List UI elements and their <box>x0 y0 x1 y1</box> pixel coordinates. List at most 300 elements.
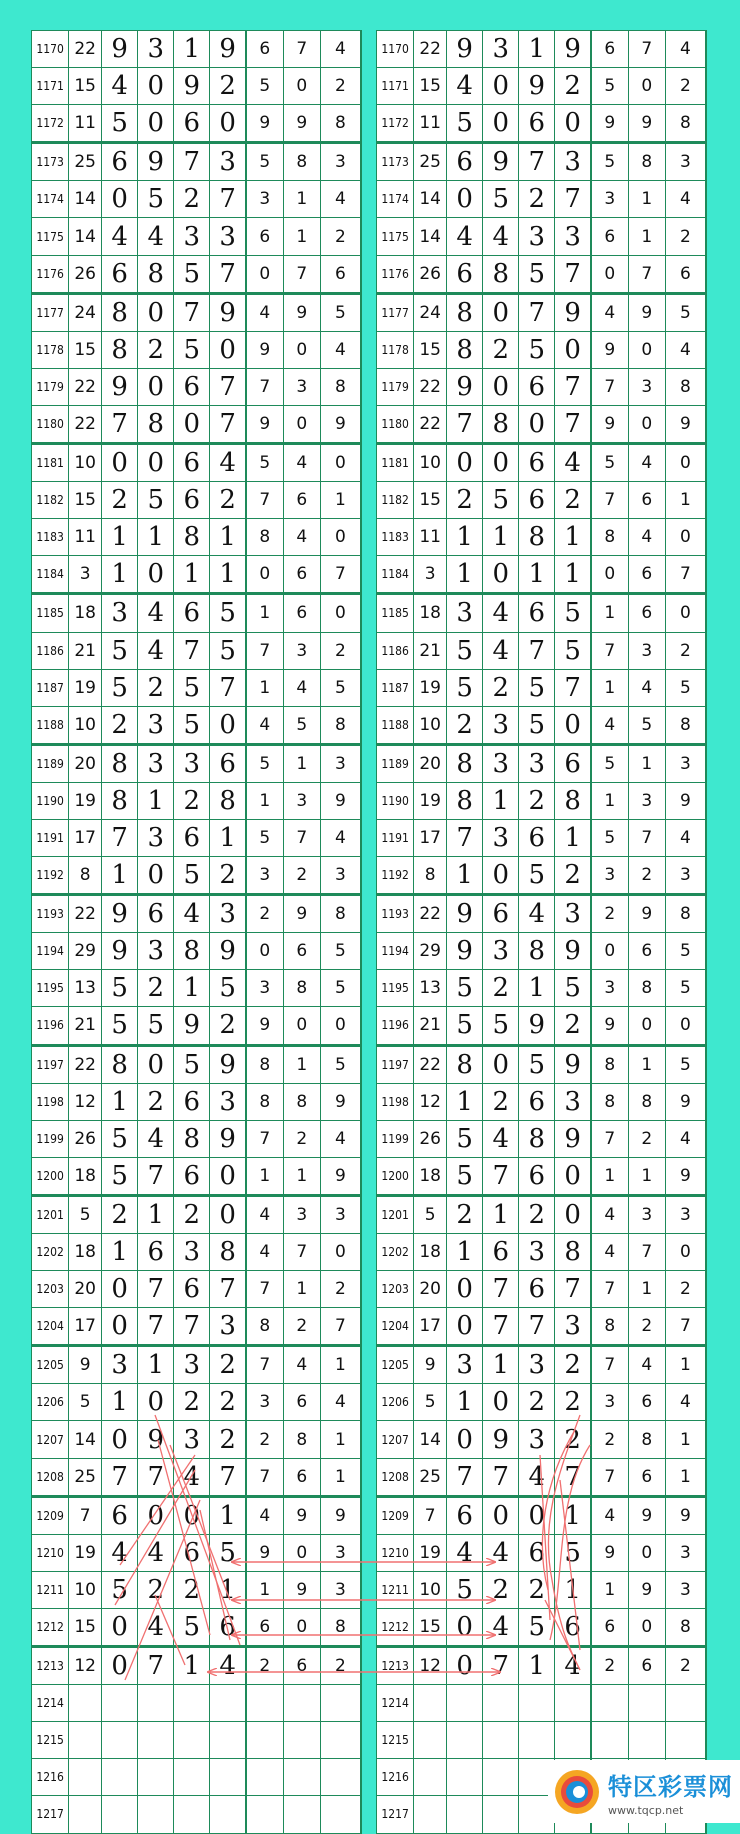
digit-cell: 9 <box>283 895 320 933</box>
digit-cell <box>665 1685 706 1722</box>
digit-cell: 6 <box>519 1271 555 1308</box>
digit-cell: 1 <box>320 1346 361 1384</box>
digit-cell: 8 <box>210 782 246 819</box>
digit-cell: 2 <box>102 1195 138 1233</box>
digit-cell: 3 <box>246 181 283 218</box>
digit-cell: 2 <box>210 1384 246 1421</box>
digit-cell: 8 <box>283 143 320 181</box>
table-row <box>32 632 362 669</box>
digit-cell <box>174 1722 210 1759</box>
sum-cell: 10 <box>414 1571 447 1608</box>
digit-cell: 1 <box>210 1496 246 1534</box>
table-row <box>377 1384 707 1421</box>
digit-cell: 4 <box>628 444 665 482</box>
issue-number-cell: 1192 <box>32 857 69 895</box>
digit-cell: 2 <box>447 1195 483 1233</box>
digit-cell: 5 <box>519 669 555 706</box>
digit-cell: 4 <box>210 444 246 482</box>
digit-cell: 2 <box>591 1421 628 1458</box>
digit-cell: 1 <box>519 970 555 1007</box>
digit-cell: 1 <box>138 1195 174 1233</box>
digit-cell: 2 <box>210 68 246 105</box>
digit-cell: 0 <box>628 1007 665 1045</box>
digit-cell: 2 <box>320 1647 361 1685</box>
digit-cell: 4 <box>210 1647 246 1685</box>
digit-cell: 4 <box>483 1120 519 1157</box>
digit-cell: 3 <box>519 1234 555 1271</box>
digit-cell: 9 <box>320 1496 361 1534</box>
digit-cell: 1 <box>447 857 483 895</box>
issue-number-cell: 1189 <box>32 744 69 782</box>
digit-cell: 1 <box>628 181 665 218</box>
sum-cell: 15 <box>414 331 447 368</box>
digit-cell: 6 <box>102 143 138 181</box>
digit-cell: 8 <box>555 782 591 819</box>
table-row <box>377 1647 707 1685</box>
digit-cell <box>447 1759 483 1796</box>
sum-cell: 5 <box>414 1384 447 1421</box>
issue-number-cell: 1199 <box>377 1120 414 1157</box>
digit-cell: 0 <box>483 68 519 105</box>
sum-cell: 15 <box>69 331 102 368</box>
digit-cell: 1 <box>102 556 138 594</box>
digit-cell: 5 <box>483 181 519 218</box>
digit-cell: 1 <box>138 519 174 556</box>
digit-cell: 6 <box>447 1496 483 1534</box>
site-watermark <box>548 1760 740 1823</box>
digit-cell: 8 <box>102 744 138 782</box>
digit-cell: 0 <box>483 1496 519 1534</box>
digit-cell: 8 <box>519 519 555 556</box>
digit-cell: 3 <box>591 1384 628 1421</box>
digit-cell: 0 <box>447 1308 483 1346</box>
sum-cell: 18 <box>414 1157 447 1195</box>
table-row <box>32 1608 362 1646</box>
digit-cell: 7 <box>555 1271 591 1308</box>
digit-cell: 8 <box>320 1608 361 1646</box>
issue-number-cell: 1186 <box>377 632 414 669</box>
digit-cell: 1 <box>483 782 519 819</box>
digit-cell: 7 <box>555 405 591 443</box>
digit-cell <box>519 1685 555 1722</box>
digit-cell <box>628 1685 665 1722</box>
table-row <box>32 857 362 895</box>
digit-cell: 1 <box>591 782 628 819</box>
table-row <box>32 1120 362 1157</box>
sum-cell: 15 <box>414 1608 447 1646</box>
issue-number-cell: 1191 <box>32 819 69 856</box>
digit-cell: 1 <box>519 556 555 594</box>
digit-cell: 3 <box>628 632 665 669</box>
issue-number-cell: 1216 <box>377 1759 414 1796</box>
digit-cell: 2 <box>210 482 246 519</box>
digit-cell: 6 <box>283 1384 320 1421</box>
sum-cell: 22 <box>69 368 102 405</box>
digit-cell: 5 <box>483 1007 519 1045</box>
digit-cell <box>210 1759 246 1796</box>
digit-cell <box>320 1685 361 1722</box>
digit-cell: 1 <box>591 1157 628 1195</box>
digit-cell: 4 <box>138 632 174 669</box>
digit-cell: 4 <box>555 1647 591 1685</box>
digit-cell: 7 <box>555 181 591 218</box>
issue-number-cell: 1182 <box>377 482 414 519</box>
issue-number-cell: 1200 <box>32 1157 69 1195</box>
issue-number-cell: 1190 <box>32 782 69 819</box>
digit-cell <box>628 1722 665 1759</box>
issue-number-cell: 1205 <box>377 1346 414 1384</box>
digit-cell: 3 <box>138 744 174 782</box>
digit-cell: 9 <box>628 895 665 933</box>
sum-cell: 7 <box>69 1496 102 1534</box>
table-row <box>377 444 707 482</box>
digit-cell <box>519 1722 555 1759</box>
issue-number-cell: 1171 <box>32 68 69 105</box>
digit-cell: 9 <box>174 1007 210 1045</box>
digit-cell: 5 <box>174 1045 210 1083</box>
sum-cell: 17 <box>414 1308 447 1346</box>
digit-cell: 7 <box>210 669 246 706</box>
digit-cell: 8 <box>174 1120 210 1157</box>
digit-cell: 3 <box>210 143 246 181</box>
sum-cell: 18 <box>69 1234 102 1271</box>
digit-cell: 2 <box>628 1308 665 1346</box>
digit-cell: 9 <box>555 933 591 970</box>
table-row <box>377 1496 707 1534</box>
digit-cell: 4 <box>483 632 519 669</box>
table-row <box>32 744 362 782</box>
digit-cell: 7 <box>246 482 283 519</box>
table-row <box>377 669 707 706</box>
digit-cell <box>210 1796 246 1833</box>
digit-cell: 4 <box>320 1384 361 1421</box>
table-row <box>377 1083 707 1120</box>
table-row <box>377 405 707 443</box>
digit-cell: 0 <box>447 1647 483 1685</box>
digit-cell: 4 <box>102 1534 138 1571</box>
issue-number-cell: 1197 <box>377 1045 414 1083</box>
digit-cell <box>483 1796 519 1833</box>
digit-cell: 3 <box>665 857 706 895</box>
digit-cell: 4 <box>320 819 361 856</box>
table-row <box>32 1571 362 1608</box>
digit-cell: 4 <box>138 1534 174 1571</box>
digit-cell: 4 <box>283 444 320 482</box>
issue-number-cell: 1176 <box>32 255 69 293</box>
digit-cell: 4 <box>138 1120 174 1157</box>
digit-cell: 6 <box>591 1608 628 1646</box>
table-row <box>377 1534 707 1571</box>
digit-cell <box>138 1759 174 1796</box>
digit-cell: 6 <box>246 31 283 68</box>
digit-cell: 3 <box>591 857 628 895</box>
issue-number-cell: 1198 <box>377 1083 414 1120</box>
table-row <box>377 970 707 1007</box>
digit-cell: 6 <box>519 444 555 482</box>
digit-cell: 9 <box>447 31 483 68</box>
digit-cell: 1 <box>320 482 361 519</box>
issue-number-cell: 1180 <box>377 405 414 443</box>
digit-cell: 5 <box>174 255 210 293</box>
digit-cell: 7 <box>246 368 283 405</box>
digit-cell: 4 <box>174 895 210 933</box>
digit-cell: 7 <box>174 632 210 669</box>
digit-cell: 5 <box>138 482 174 519</box>
digit-cell: 0 <box>210 1195 246 1233</box>
digit-cell: 8 <box>665 1608 706 1646</box>
digit-cell: 1 <box>665 1346 706 1384</box>
issue-number-cell: 1200 <box>377 1157 414 1195</box>
digit-cell: 3 <box>138 933 174 970</box>
table-row <box>377 857 707 895</box>
digit-cell: 7 <box>174 1308 210 1346</box>
table-row <box>32 444 362 482</box>
digit-cell: 4 <box>320 331 361 368</box>
issue-number-cell: 1198 <box>32 1083 69 1120</box>
digit-cell: 6 <box>138 895 174 933</box>
digit-cell: 8 <box>665 105 706 143</box>
digit-cell: 0 <box>483 1384 519 1421</box>
issue-number-cell: 1176 <box>377 255 414 293</box>
digit-cell: 0 <box>483 857 519 895</box>
table-row <box>32 331 362 368</box>
digit-cell: 6 <box>519 819 555 856</box>
digit-cell: 9 <box>102 933 138 970</box>
sum-cell: 26 <box>414 1120 447 1157</box>
digit-cell: 9 <box>138 1421 174 1458</box>
issue-number-cell: 1180 <box>32 405 69 443</box>
issue-number-cell: 1196 <box>377 1007 414 1045</box>
digit-cell: 7 <box>519 143 555 181</box>
digit-cell: 6 <box>591 218 628 255</box>
watermark-site-url: www.tqcp.net <box>608 1803 684 1817</box>
digit-cell: 5 <box>591 68 628 105</box>
digit-cell: 5 <box>246 819 283 856</box>
digit-cell <box>283 1722 320 1759</box>
issue-number-cell: 1174 <box>32 181 69 218</box>
digit-cell: 2 <box>555 1421 591 1458</box>
digit-cell: 6 <box>283 1647 320 1685</box>
digit-cell: 6 <box>628 933 665 970</box>
sum-cell: 10 <box>69 1571 102 1608</box>
sum-cell: 22 <box>69 405 102 443</box>
digit-cell: 5 <box>665 669 706 706</box>
issue-number-cell: 1206 <box>32 1384 69 1421</box>
sum-cell: 20 <box>69 1271 102 1308</box>
digit-cell: 0 <box>628 1534 665 1571</box>
digit-cell: 9 <box>246 405 283 443</box>
digit-cell: 0 <box>665 1007 706 1045</box>
issue-number-cell: 1210 <box>32 1534 69 1571</box>
digit-cell: 6 <box>174 105 210 143</box>
sum-cell: 9 <box>69 1346 102 1384</box>
digit-cell: 5 <box>174 706 210 744</box>
table-row <box>32 933 362 970</box>
digit-cell: 0 <box>628 331 665 368</box>
digit-cell: 2 <box>483 970 519 1007</box>
digit-cell: 8 <box>555 1234 591 1271</box>
table-row <box>377 1608 707 1646</box>
digit-cell: 0 <box>138 293 174 331</box>
digit-cell: 3 <box>138 31 174 68</box>
digit-cell: 3 <box>174 1346 210 1384</box>
digit-cell: 1 <box>447 1083 483 1120</box>
sum-cell <box>69 1796 102 1833</box>
digit-cell: 7 <box>210 255 246 293</box>
digit-cell: 8 <box>246 519 283 556</box>
digit-cell: 4 <box>665 1120 706 1157</box>
digit-cell: 2 <box>483 1083 519 1120</box>
table-row <box>377 68 707 105</box>
digit-cell: 1 <box>246 1157 283 1195</box>
digit-cell: 0 <box>283 1608 320 1646</box>
digit-cell: 9 <box>628 1571 665 1608</box>
table-row <box>377 331 707 368</box>
table-row <box>377 1685 707 1722</box>
digit-cell <box>246 1722 283 1759</box>
digit-cell: 2 <box>102 706 138 744</box>
table-row <box>32 895 362 933</box>
digit-cell: 7 <box>246 632 283 669</box>
digit-cell: 2 <box>320 218 361 255</box>
sum-cell: 17 <box>414 819 447 856</box>
digit-cell: 9 <box>447 368 483 405</box>
digit-cell: 0 <box>447 1271 483 1308</box>
digit-cell: 3 <box>519 744 555 782</box>
issue-number-cell: 1217 <box>377 1796 414 1833</box>
digit-cell: 5 <box>447 1120 483 1157</box>
digit-cell: 2 <box>210 1346 246 1384</box>
digit-cell: 2 <box>210 1421 246 1458</box>
digit-cell: 9 <box>447 895 483 933</box>
digit-cell: 4 <box>138 594 174 632</box>
digit-cell: 3 <box>174 1234 210 1271</box>
digit-cell: 8 <box>665 706 706 744</box>
digit-cell: 2 <box>483 1571 519 1608</box>
issue-number-cell: 1215 <box>377 1722 414 1759</box>
digit-cell <box>246 1796 283 1833</box>
digit-cell: 9 <box>320 1083 361 1120</box>
digit-cell: 0 <box>138 1384 174 1421</box>
digit-cell: 5 <box>210 632 246 669</box>
digit-cell: 5 <box>555 632 591 669</box>
table-row <box>377 1120 707 1157</box>
digit-cell: 5 <box>210 1534 246 1571</box>
digit-cell: 3 <box>519 218 555 255</box>
digit-cell <box>102 1722 138 1759</box>
digit-cell: 9 <box>665 1083 706 1120</box>
digit-cell: 4 <box>447 218 483 255</box>
digit-cell: 5 <box>447 970 483 1007</box>
digit-cell: 7 <box>591 1120 628 1157</box>
digit-cell: 0 <box>591 933 628 970</box>
digit-cell: 9 <box>591 331 628 368</box>
digit-cell: 9 <box>665 1496 706 1534</box>
digit-cell: 5 <box>102 669 138 706</box>
digit-cell: 5 <box>555 1534 591 1571</box>
digit-cell: 0 <box>102 1271 138 1308</box>
digit-cell: 0 <box>102 1421 138 1458</box>
digit-cell: 7 <box>483 1271 519 1308</box>
digit-cell: 6 <box>283 594 320 632</box>
digit-cell: 4 <box>483 1534 519 1571</box>
digit-cell: 5 <box>102 632 138 669</box>
table-row <box>32 218 362 255</box>
digit-cell: 9 <box>102 895 138 933</box>
sum-cell: 19 <box>69 782 102 819</box>
digit-cell: 6 <box>591 31 628 68</box>
digit-cell: 2 <box>320 632 361 669</box>
table-row <box>32 368 362 405</box>
table-row <box>377 706 707 744</box>
table-row <box>377 1007 707 1045</box>
digit-cell: 1 <box>210 1571 246 1608</box>
digit-cell: 9 <box>555 31 591 68</box>
digit-cell: 6 <box>665 255 706 293</box>
digit-cell: 8 <box>447 1045 483 1083</box>
sum-cell: 29 <box>414 933 447 970</box>
sum-cell: 8 <box>69 857 102 895</box>
digit-cell: 0 <box>210 105 246 143</box>
table-row <box>32 1346 362 1384</box>
table-row <box>32 1796 362 1833</box>
sum-cell: 10 <box>414 706 447 744</box>
digit-cell: 1 <box>628 1045 665 1083</box>
sum-cell: 26 <box>69 1120 102 1157</box>
sum-cell: 10 <box>414 444 447 482</box>
issue-number-cell: 1206 <box>377 1384 414 1421</box>
digit-cell: 2 <box>519 782 555 819</box>
sum-cell: 17 <box>69 1308 102 1346</box>
digit-cell: 2 <box>447 482 483 519</box>
digit-cell: 4 <box>665 181 706 218</box>
table-row <box>377 293 707 331</box>
digit-cell: 3 <box>320 857 361 895</box>
table-row <box>32 1234 362 1271</box>
digit-cell: 5 <box>519 331 555 368</box>
digit-cell: 6 <box>519 105 555 143</box>
digit-cell: 9 <box>210 293 246 331</box>
digit-cell: 2 <box>246 895 283 933</box>
digit-cell: 3 <box>174 218 210 255</box>
digit-cell: 1 <box>447 1384 483 1421</box>
table-row <box>32 669 362 706</box>
digit-cell: 2 <box>283 1120 320 1157</box>
digit-cell: 6 <box>174 1083 210 1120</box>
digit-cell: 4 <box>246 293 283 331</box>
sum-cell: 13 <box>414 970 447 1007</box>
table-row <box>32 556 362 594</box>
issue-number-cell: 1210 <box>377 1534 414 1571</box>
sum-cell: 3 <box>414 556 447 594</box>
issue-number-cell: 1211 <box>32 1571 69 1608</box>
table-row <box>377 1045 707 1083</box>
digit-cell: 2 <box>174 1384 210 1421</box>
digit-cell: 1 <box>283 181 320 218</box>
table-row <box>32 970 362 1007</box>
digit-cell: 7 <box>102 1458 138 1496</box>
digit-cell: 8 <box>591 519 628 556</box>
digit-cell: 0 <box>210 1157 246 1195</box>
digit-cell: 7 <box>665 556 706 594</box>
digit-cell: 2 <box>174 1195 210 1233</box>
digit-cell: 8 <box>102 331 138 368</box>
digit-cell: 3 <box>320 744 361 782</box>
digit-cell: 6 <box>320 255 361 293</box>
sum-cell: 20 <box>414 744 447 782</box>
digit-cell: 2 <box>591 895 628 933</box>
digit-cell: 1 <box>555 1496 591 1534</box>
